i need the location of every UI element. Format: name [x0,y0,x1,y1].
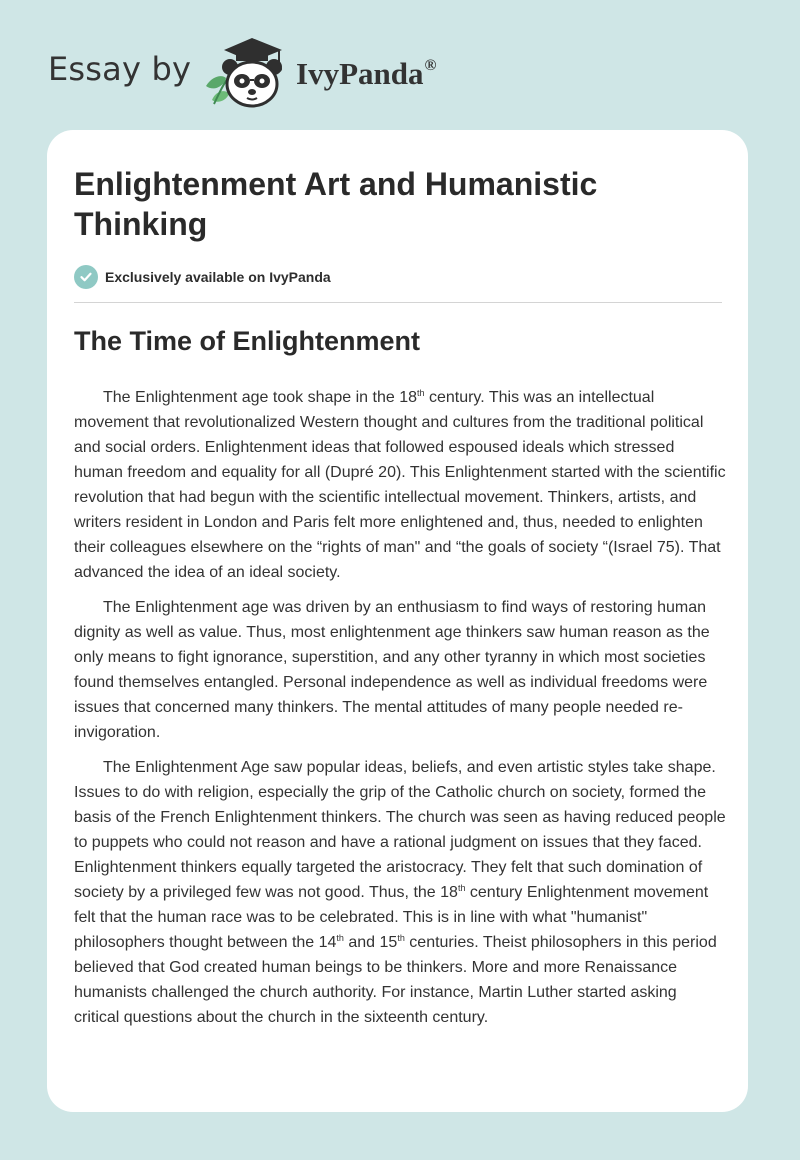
paragraph [74,385,726,585]
site-header [0,0,800,130]
superscript: th [457,883,466,893]
essay-title: Enlightenment Art and Humanistic Thinking [74,166,598,242]
essay-card [47,130,748,1112]
panda-graduate-logo[interactable] [202,34,292,110]
exclusive-badge-row [74,264,331,290]
divider [74,302,722,303]
section-heading: The Time of Enlightenment [74,326,421,356]
superscript: th [417,388,425,398]
paragraph-text: and 15 [343,934,398,951]
essay-body [74,385,726,1040]
trademark-symbol: ® [424,57,437,74]
paragraph-text: century. This was an intellectual movement that revolutionalized Western thought and cultures from the traditional political and social orders. Enlightenment ideas that followed espoused ideals which stressed human freedom and equality for all (Dupré 20). This Enlightenment started with the scientific revolution that had begun with the scientific intellectual movement. Thinkers, artists, and writers resident in London and Paris felt more enlightened and, thus, needed to enlighten their colleagues elsewhere on the “rights of man" and “the goals of society “(Israel 75). That advanced the idea of an ideal society. [74,389,726,581]
paragraph-text: century Enlightenment movement felt that the human race was to be celebrated. This is in line with what "humanist" philosophers thought between the 14 [74,884,709,951]
check-icon [74,265,98,289]
paragraph-text: The Enlightenment age took shape in the 18 [103,389,417,406]
paragraph [74,755,726,1030]
exclusive-label: Exclusively available on IvyPanda [105,269,331,285]
superscript: th [336,933,344,943]
paragraph-text: The Enlightenment Age saw popular ideas, beliefs, and even artistic styles take shape. Issues to do with religion, especially the grip of the Catholic church on society, formed the basis of the French Enlightenment thinkers. The church was seen as having reduced people to puppets who could not reason and have a rational judgment on issues that they faced. Enlightenment thinkers equally targeted the aristocracy. They felt that such domination of society by a privileged few was not good. Thus, the 18 [74,759,726,901]
leaf-icon [206,76,229,104]
essay-by-label: Essay by [48,50,192,88]
brand-name[interactable]: IvyPanda® [296,56,437,91]
paragraph-text: centuries. Theist philosophers in this period believed that God created human beings to be thinkers. More and more Renaissance humanists challenged the church authority. For instance, Martin Luther started asking critical questions about the church in the sixteenth century. [74,934,717,1026]
paragraph-text: The Enlightenment age was driven by an enthusiasm to find ways of restoring human dignity as well as value. Thus, most enlightenment age thinkers saw human reason as the only means to fight ignorance, superstition, and any other tyranny in which most societies found themselves entangled. Personal independence as well as individual freedoms were issues that concerned many thinkers. The mental attitudes of many people needed re-invigoration. [74,599,710,741]
superscript: th [397,933,405,943]
paragraph [74,595,726,745]
